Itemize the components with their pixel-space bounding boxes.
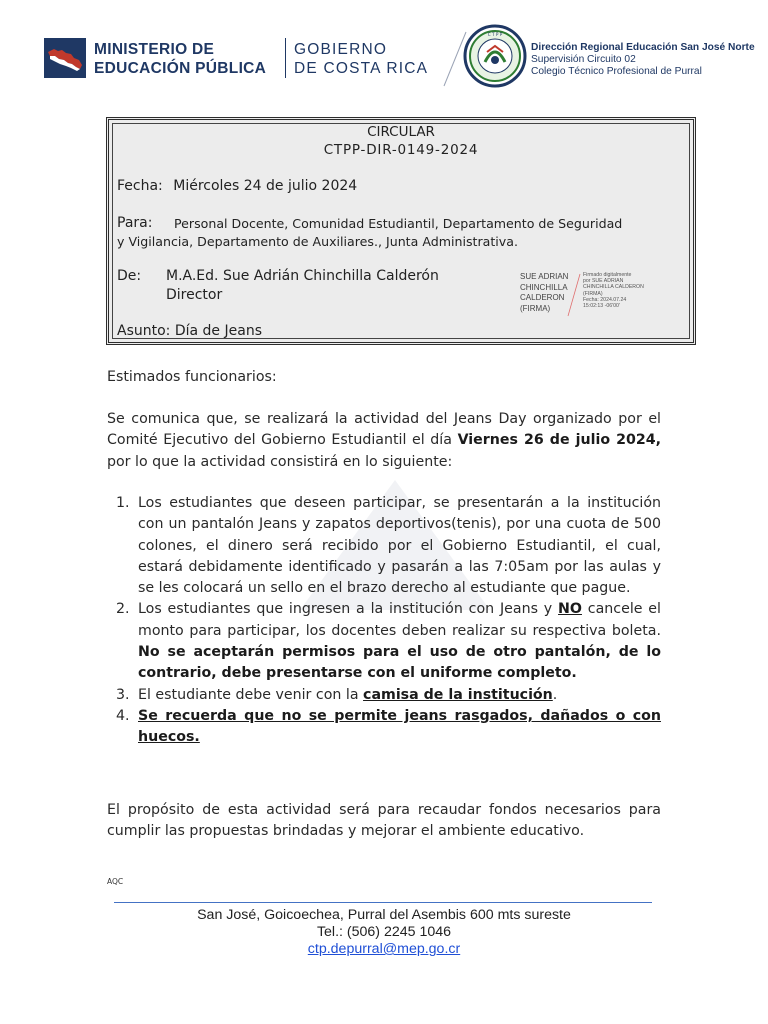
intro-text-b: por lo que la actividad consistirá en lo siguiente: [107,453,453,470]
subject-row [117,323,262,339]
footer-divider [114,902,652,903]
to-line-1: Personal Docente, Comunidad Estudiantil, Departamento de Seguridad [174,216,623,231]
circular-code: CTPP-DIR-0149-2024 [323,142,479,158]
footer-address: San José, Goicoechea, Purral del Asembis 600 mts sureste [197,907,571,923]
item-text: Los estudiantes que deseen participar, se presentarán a la institución con un pantalón Jeans y zapatos deportivos(tenis), por una cuota de 500 colones, el dinero será recibido por el Gobierno Estudiantil, el cual, estará debidamente identificado y pasarán a las 7:05am por las aulas y se les colocará un sello en el brazo derecho al estudiante que pague. [138,495,661,597]
signature-stroke [562,272,584,318]
signature-name-line: CHINCHILLA [520,282,568,292]
item-bold-text: No se aceptarán permisos para el uso de otro pantalón, de lo contrario, debe presentarse con el uniforme completo. [138,644,661,682]
subject-value: Día de Jeans [174,323,262,339]
item-text: El estudiante debe venir con la [138,686,364,703]
signature-name-line: (FIRMA) [520,303,551,313]
intro-text-a: Se comunica que, se realizará la actividad del Jeans Day organizado por el Comité Ejecutivo del Gobierno Estudiantil el día [107,411,661,449]
digital-line: 15:02:13 -06'00' [583,303,620,310]
list-item [107,493,661,599]
svg-text:C T P P: C T P P [487,32,503,37]
ministry-line-1: MINISTERIO DE [94,41,215,58]
item-text: Los estudiantes que ingresen a la institución con Jeans y [138,601,559,618]
list-number: 2. [116,601,130,618]
signature-name-line: SUE ADRIAN [520,272,569,281]
regional-info [531,42,755,78]
date-value: Miércoles 24 de julio 2024 [173,178,358,194]
subject-label: Asunto: [117,323,171,339]
footer-phone: Tel.: (506) 2245 1046 [316,924,452,940]
list-number: 4. [116,707,130,724]
from-label: De: [117,268,142,284]
ministry-name [94,40,266,78]
digital-line: Firmado digitalmente [583,272,632,278]
event-date: Viernes 26 de julio 2024, [457,432,661,449]
mep-logo-icon [44,38,86,78]
signature-name-line: CALDERON [520,293,565,302]
item-no-emphasis: NO [558,601,582,618]
date-label: Fecha: [117,178,163,194]
digital-line: CHINCHILLA CALDERON [583,284,644,291]
gov-line-1: GOBIERNO [294,41,388,58]
college-name: Colegio Técnico Profesional de Purral [531,66,702,77]
to-label: Para: [117,215,153,231]
ministry-line-2: EDUCACIÓN PÚBLICA [94,60,267,77]
circuit-supervision: Supervisión Circuito 02 [531,54,636,65]
government-name [294,40,428,78]
from-name: M.A.Ed. Sue Adrián Chinchilla Calderón [166,268,439,284]
digital-signature-stamp [583,272,644,309]
digital-line: por SUE ADRIAN [583,278,624,285]
activity-list [107,493,661,749]
greeting: Estimados funcionarios: [107,369,277,385]
date-row [117,178,357,194]
list-number: 1. [116,495,130,511]
item-text: . [552,686,558,703]
intro-paragraph [107,409,661,473]
list-item [107,706,661,749]
gov-line-2: DE COSTA RICA [294,60,429,77]
digital-line: Fecha: 2024.07.24 [583,296,627,303]
to-line-2: y Vigilancia, Departamento de Auxiliares., Junta Administrativa. [117,234,518,249]
circular-title: CIRCULAR [367,124,435,140]
initials: AQC [107,877,124,886]
footer [0,907,768,958]
college-seal-icon [463,24,527,88]
list-item [107,685,661,706]
header-divider [285,38,286,78]
digital-line: (FIRMA) [583,290,603,297]
item-underlined-text: camisa de la institución [363,686,553,703]
regional-direction: Dirección Regional Educación San José Norte [531,42,755,53]
item-text: cancele el monto para participar, los docentes deben realizar su respectiva boleta. [138,601,661,639]
list-number: 3. [116,686,130,703]
closing-paragraph: El propósito de esta actividad será para recaudar fondos necesarios para cumplir las propuestas brindadas y mejorar el ambiente educativo. [107,802,661,840]
item-warning-text: Se recuerda que no se permite jeans rasgados, dañados o con huecos. [138,707,661,746]
list-item [107,599,661,684]
footer-email-link[interactable]: ctp.depurral@mep.go.cr [307,941,461,957]
from-role: Director [166,287,223,303]
